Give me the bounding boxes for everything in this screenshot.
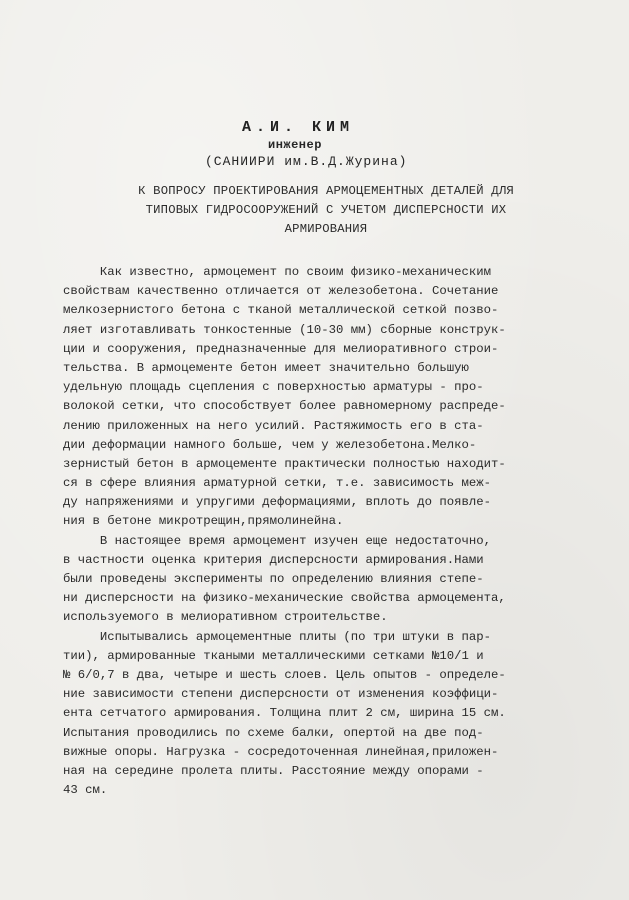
body-line: дии деформации намного больше, чем у железобетона.Мелко- [63, 437, 477, 452]
body-line: были проведены эксперименты по определению влияния степе- [63, 572, 484, 586]
body-line: используемого в мелиоративном строительстве. [63, 610, 388, 625]
article-body [63, 263, 583, 800]
article-title [96, 182, 556, 239]
body-line: ся в сфере влияния арматурной сетки, т.е. зависимость меж- [63, 476, 492, 491]
body-line: волокой сетки, что способствует более равномерному распреде- [63, 399, 506, 414]
body-line: Как известно, армоцемент по своим физико-механическим [63, 265, 492, 279]
body-line: Испытания проводились по схеме балки, опертой на две под- [63, 725, 484, 740]
body-line: В настоящее время армоцемент изучен еще недостаточно, [63, 533, 492, 548]
title-line: ТИПОВЫХ ГИДРОСООРУЖЕНИЙ С УЧЕТОМ ДИСПЕРСНОСТИ ИХ [145, 203, 507, 217]
author-name: А.И. КИМ [242, 119, 355, 136]
body-line: Испытывались армоцементные плиты (по три штуки в пар- [63, 629, 492, 644]
body-line: ния в бетоне микротрещин,прямолинейна. [63, 514, 344, 529]
body-line: удельную площадь сцепления с поверхностью арматуры - про- [63, 380, 484, 395]
title-line: АРМИРОВАНИЯ [284, 222, 368, 236]
body-line: № 6/0,7 в два, четыре и шесть слоев. Цель опытов - определе- [63, 667, 506, 682]
body-line: 43 см. [63, 783, 108, 798]
body-line: свойствам качественно отличается от железобетона. Сочетание [63, 284, 499, 299]
body-line: ента сетчатого армирования. Толщина плит 2 см, ширина 15 см. [63, 706, 506, 721]
body-line: в частности оценка критерия дисперсности армирования.Нами [63, 552, 484, 567]
body-line: ние зависимости степени дисперсности от изменения коэффици- [63, 687, 499, 702]
body-line: ции и сооружения, предназначенные для мелиоративного строи- [63, 341, 499, 356]
author-organization: (САНИИРИ им.В.Д.Журина) [205, 154, 408, 169]
body-line: мелкозернистого бетона с тканой металлической сеткой позво- [63, 303, 499, 318]
body-line: ни дисперсности на физико-механические свойства армоцемента, [63, 591, 506, 606]
title-line: К ВОПРОСУ ПРОЕКТИРОВАНИЯ АРМОЦЕМЕНТНЫХ ДЕТАЛЕЙ ДЛЯ [138, 184, 514, 198]
body-line: ная на середине пролета плиты. Расстояние между опорами - [63, 763, 484, 778]
body-line: зернистый бетон в армоцементе практически полностью находит- [63, 456, 506, 471]
body-line: вижные опоры. Нагрузка - сосредоточенная линейная,приложен- [63, 744, 499, 759]
body-line: тельства. В армоцементе бетон имеет значительно большую [63, 360, 469, 375]
body-line: ляет изготавливать тонкостенные (10-30 мм) сборные конструк- [63, 322, 506, 337]
body-line: лению приложенных на него усилий. Растяжимость его в ста- [63, 418, 484, 433]
body-line: ду напряжениями и упругими деформациями, вплоть до появле- [63, 495, 492, 510]
body-line: тии), армированные ткаными металлическими сетками №10/1 и [63, 648, 484, 663]
author-position: инженер [268, 138, 322, 152]
